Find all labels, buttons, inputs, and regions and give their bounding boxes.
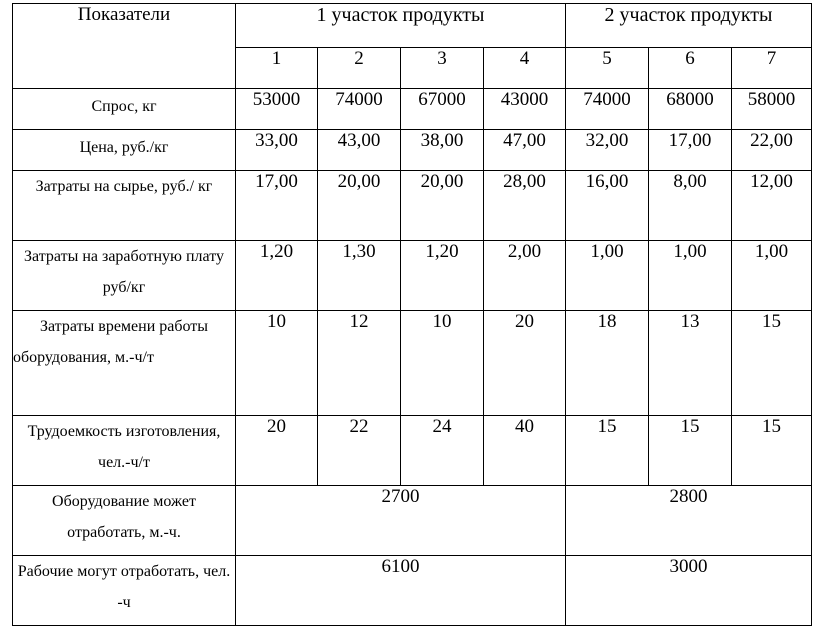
column-header: 2 xyxy=(318,48,401,89)
table-cell: 8,00 xyxy=(649,171,732,241)
merged-cell-section-1: 6100 xyxy=(236,556,566,626)
table-row xyxy=(13,486,812,556)
table-row xyxy=(13,556,812,626)
merged-cell-section-1: 2700 xyxy=(236,486,566,556)
row-label: Затраты на заработную плату руб/кг xyxy=(13,241,236,311)
table-cell: 15 xyxy=(732,416,812,486)
table-cell: 40 xyxy=(484,416,566,486)
header-row-sections xyxy=(13,4,812,48)
table-cell: 1,00 xyxy=(649,241,732,311)
table-cell: 22,00 xyxy=(732,130,812,171)
table-cell: 20 xyxy=(484,311,566,416)
table-cell: 68000 xyxy=(649,89,732,130)
header-section-1: 1 участок продукты xyxy=(236,4,566,48)
table-cell: 12,00 xyxy=(732,171,812,241)
table-cell: 32,00 xyxy=(566,130,649,171)
table-cell: 17,00 xyxy=(649,130,732,171)
table-cell: 22 xyxy=(318,416,401,486)
table-row xyxy=(13,89,812,130)
merged-cell-section-2: 3000 xyxy=(566,556,812,626)
table-cell: 24 xyxy=(401,416,484,486)
header-section-2: 2 участок продукты xyxy=(566,4,812,48)
table-cell: 15 xyxy=(649,416,732,486)
row-label: Затраты времени работы оборудования, м.-ч/т xyxy=(13,311,236,416)
table-cell: 1,00 xyxy=(566,241,649,311)
table-cell: 1,30 xyxy=(318,241,401,311)
column-header: 1 xyxy=(236,48,318,89)
table-cell: 15 xyxy=(566,416,649,486)
table-cell: 74000 xyxy=(318,89,401,130)
column-header: 5 xyxy=(566,48,649,89)
table-cell: 10 xyxy=(401,311,484,416)
table-cell: 20,00 xyxy=(318,171,401,241)
table-cell: 13 xyxy=(649,311,732,416)
table-cell: 2,00 xyxy=(484,241,566,311)
table-cell: 20 xyxy=(236,416,318,486)
row-label: Трудоемкость изготовления, чел.-ч/т xyxy=(13,416,236,486)
row-label: Цена, руб./кг xyxy=(13,130,236,171)
table-cell: 58000 xyxy=(732,89,812,130)
row-label: Затраты на сырье, руб./ кг xyxy=(13,171,236,241)
header-label: Показатели xyxy=(13,4,236,89)
table-cell: 16,00 xyxy=(566,171,649,241)
table-cell: 20,00 xyxy=(401,171,484,241)
merged-cell-section-2: 2800 xyxy=(566,486,812,556)
column-header: 6 xyxy=(649,48,732,89)
table-cell: 47,00 xyxy=(484,130,566,171)
table-cell: 12 xyxy=(318,311,401,416)
column-header: 3 xyxy=(401,48,484,89)
row-label: Рабочие могут отработать, чел. -ч xyxy=(13,556,236,626)
table-row xyxy=(13,416,812,486)
table-cell: 33,00 xyxy=(236,130,318,171)
table-cell: 1,20 xyxy=(401,241,484,311)
row-label: Оборудование может отработать, м.-ч. xyxy=(13,486,236,556)
table-row xyxy=(13,130,812,171)
table-cell: 28,00 xyxy=(484,171,566,241)
column-header: 7 xyxy=(732,48,812,89)
table-cell: 67000 xyxy=(401,89,484,130)
table-cell: 43000 xyxy=(484,89,566,130)
table-cell: 1,20 xyxy=(236,241,318,311)
row-label: Спрос, кг xyxy=(13,89,236,130)
table-row xyxy=(13,171,812,241)
table-cell: 1,00 xyxy=(732,241,812,311)
table-cell: 74000 xyxy=(566,89,649,130)
table-cell: 15 xyxy=(732,311,812,416)
table-cell: 18 xyxy=(566,311,649,416)
data-table xyxy=(12,3,812,626)
table-cell: 17,00 xyxy=(236,171,318,241)
table-cell: 10 xyxy=(236,311,318,416)
table-cell: 38,00 xyxy=(401,130,484,171)
column-header: 4 xyxy=(484,48,566,89)
table-cell: 53000 xyxy=(236,89,318,130)
table-cell: 43,00 xyxy=(318,130,401,171)
table-row xyxy=(13,241,812,311)
table-row xyxy=(13,311,812,416)
